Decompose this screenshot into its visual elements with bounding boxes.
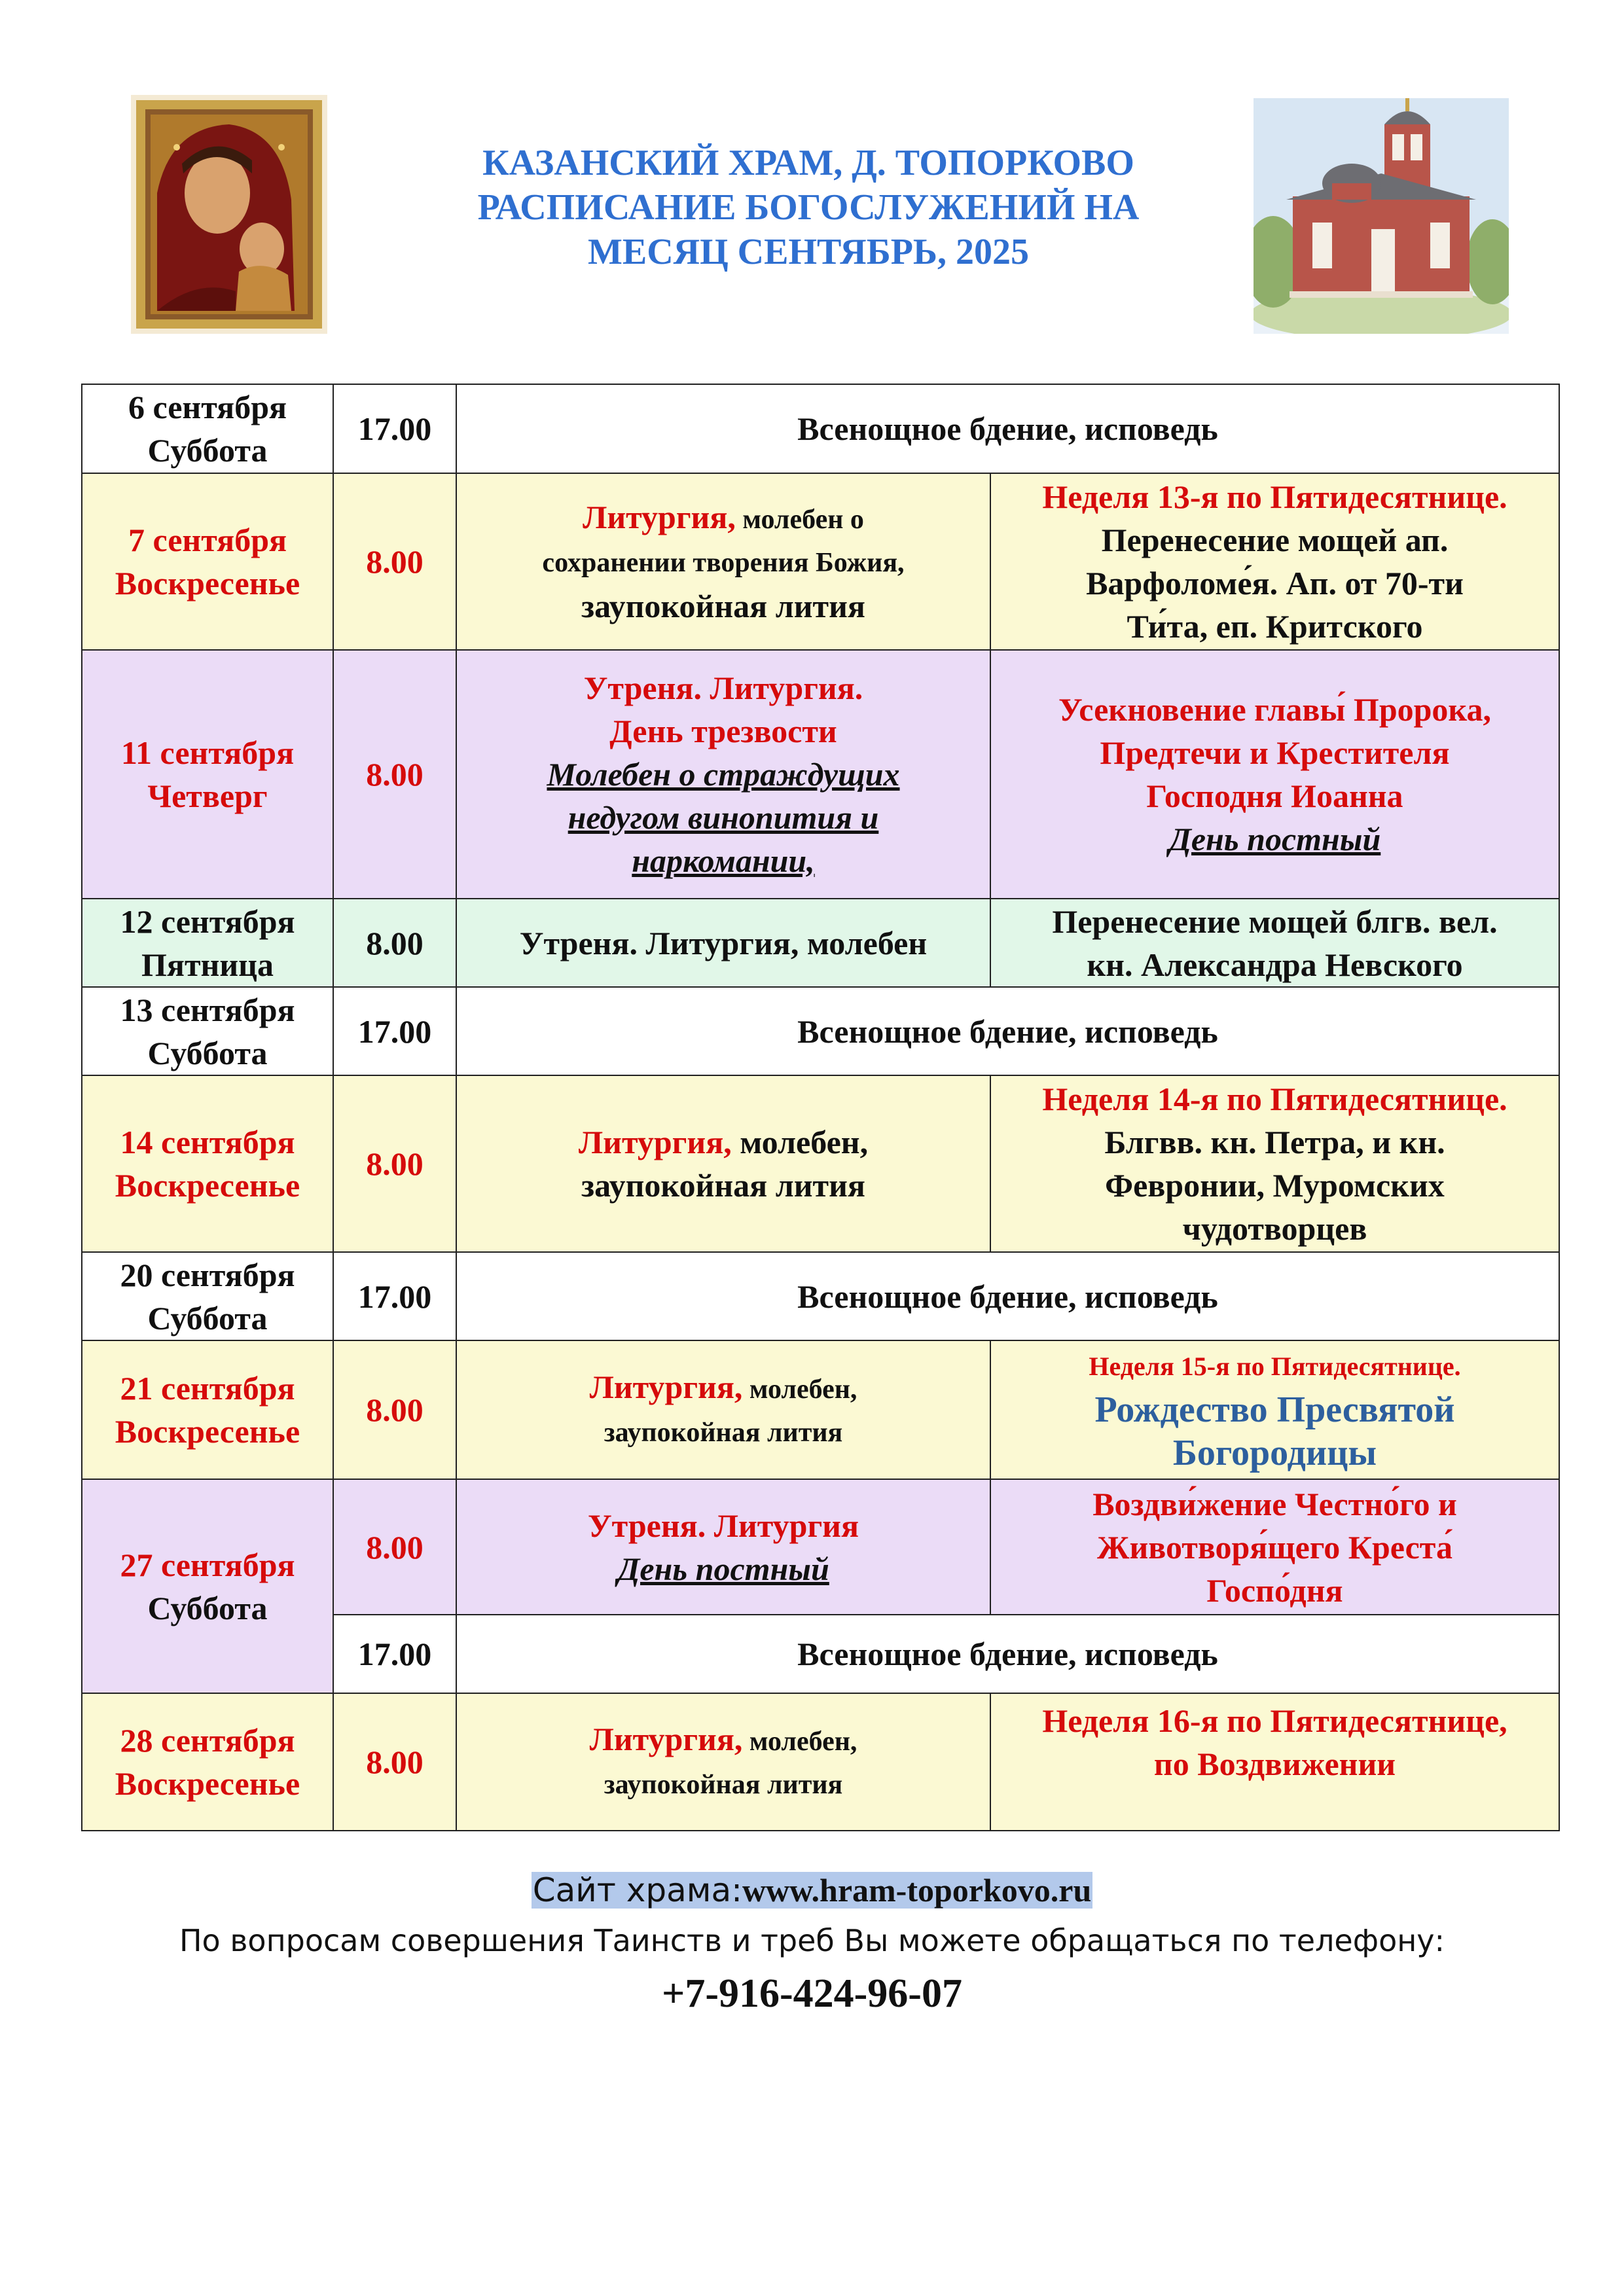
service-cell: Утреня. Литургия, молебен [456,899,990,987]
feast-line: кн. Александра Невского [1087,946,1463,983]
feast-cell [990,1479,1559,1615]
feast-line: Господня Иоанна [1146,778,1403,814]
feast-line: Неделя 16-я по Пятидесятнице, [1042,1702,1507,1739]
feast-line: Перенесение мощей ап. [1101,522,1449,558]
website-label: Сайт храма: [532,1871,742,1909]
feast-line: Животворя́щего Креста́ [1097,1528,1453,1566]
service-cell [456,650,990,899]
service-rest: молебен, [731,1124,869,1160]
service-rest: молебен, [742,1727,857,1757]
feast-line: Госпо́дня [1206,1571,1343,1609]
feast-line: Богородицы [1172,1433,1377,1473]
date-text: 14 сентября [120,1124,295,1160]
feast-line: Усекновение главы́ Пророка, [1058,691,1491,728]
table-row [82,899,1559,987]
service-line: Утреня. Литургия [587,1507,859,1544]
table-row [82,473,1559,650]
table-row [82,1252,1559,1340]
weekday-text: Воскресенье [115,1765,300,1802]
date-cell [82,899,333,987]
date-cell [82,1075,333,1252]
service-main: Литургия, [583,499,736,535]
time-cell: 8.00 [333,1340,456,1479]
feast-heading: Неделя 13-я по Пятидесятнице. [1042,478,1507,515]
date-text: 13 сентября [120,991,295,1028]
feast-heading: Неделя 15-я по Пятидесятнице. [1089,1352,1461,1381]
feast-heading: Неделя 14-я по Пятидесятнице. [1042,1081,1507,1117]
service-cell [456,1479,990,1615]
time-cell: 8.00 [333,1075,456,1252]
fasting-day-note: День постный [1168,821,1381,857]
website-line [0,1869,1624,1912]
weekday-text: Четверг [147,778,268,814]
time-cell: 17.00 [333,987,456,1075]
website-highlight [532,1872,1093,1909]
weekday-text: Воскресенье [115,565,300,601]
time-cell: 17.00 [333,1252,456,1340]
date-text: 20 сентября [120,1256,295,1293]
service-main: Литургия, [589,1721,743,1757]
feast-line: Варфоломе́я. Ап. от 70-ти [1086,565,1464,601]
service-line: заупокойная лития [604,1770,843,1800]
service-cell [456,473,990,650]
feast-line: чудотворцев [1182,1210,1367,1247]
feast-cell [990,473,1559,650]
contact-info-text: По вопросам совершения Таинств и треб Вы можете обращаться по телефону: [179,1923,1445,1958]
weekday-text: Суббота [147,1589,268,1626]
service-main: Литургия, [589,1369,743,1405]
date-text: 11 сентября [120,734,295,771]
date-text: 27 сентября [120,1546,295,1583]
time-cell: 8.00 [333,473,456,650]
date-text: 12 сентября [120,903,295,940]
time-cell: 8.00 [333,1479,456,1615]
service-cell [456,1340,990,1479]
schedule-table [81,384,1560,1831]
weekday-text: Суббота [147,432,268,469]
service-line: наркомании, [632,842,815,879]
phone-number[interactable]: +7-916-424-96-07 [662,1971,962,2016]
date-text: 7 сентября [128,522,287,558]
date-cell [82,650,333,899]
time-cell: 8.00 [333,650,456,899]
service-cell: Всенощное бдение, исповедь [456,1252,1559,1340]
weekday-text: Пятница [141,946,274,983]
date-text: 28 сентября [120,1722,295,1759]
weekday-text: Суббота [147,1299,268,1336]
service-main: Литургия, [578,1124,732,1160]
service-line: заупокойная лития [604,1418,843,1448]
service-line: недугом винопития и [568,799,879,836]
date-cell [82,1693,333,1831]
date-cell [82,1252,333,1340]
service-line: сохранении творения Божия, [542,548,905,578]
time-cell: 17.00 [333,1615,456,1693]
weekday-text: Воскресенье [115,1167,300,1204]
feast-line: Перенесение мощей блгв. вел. [1052,903,1498,940]
title-line-3: МЕСЯЦ СЕНТЯБРЬ, 2025 [588,232,1029,272]
service-line: День трезвости [609,713,837,749]
feast-line: Ти́та, еп. Критского [1127,608,1423,645]
service-cell [456,1693,990,1831]
kazan-icon-image [131,95,327,334]
table-row [82,987,1559,1075]
service-line: заупокойная лития [581,588,865,624]
service-cell: Всенощное бдение, исповедь [456,384,1559,473]
feast-line: по Воздвижении [1153,1746,1396,1782]
service-cell: Всенощное бдение, исповедь [456,987,1559,1075]
feast-cell [990,1075,1559,1252]
date-cell [82,1340,333,1479]
feast-line: Воздви́жение Честно́го и [1092,1485,1457,1522]
date-cell [82,384,333,473]
table-row [82,384,1559,473]
website-link[interactable]: www.hram-toporkovo.ru [742,1872,1092,1909]
table-row [82,1075,1559,1252]
church-image [1254,98,1509,334]
table-row [82,1340,1559,1479]
service-rest: молебен о [735,505,864,535]
time-cell: 8.00 [333,899,456,987]
table-row [82,650,1559,899]
date-text: 21 сентября [120,1370,295,1407]
table-row [82,1479,1559,1615]
date-cell [82,987,333,1075]
weekday-text: Суббота [147,1034,268,1071]
feast-cell [990,899,1559,987]
weekday-text: Воскресенье [115,1413,300,1450]
service-cell: Всенощное бдение, исповедь [456,1615,1559,1693]
feast-line: Предтечи и Крестителя [1100,734,1450,771]
feast-line: Февронии, Муромских [1105,1167,1445,1204]
title-line-2: РАСПИСАНИЕ БОГОСЛУЖЕНИЙ НА [477,187,1140,228]
feast-cell [990,1340,1559,1479]
service-line: Утреня. Литургия. [583,670,863,706]
service-rest: молебен, [742,1374,857,1405]
page-title [367,141,1250,274]
service-cell [456,1075,990,1252]
date-text: 6 сентября [128,389,287,425]
time-cell: 8.00 [333,1693,456,1831]
feast-line: Блгвв. кн. Петра, и кн. [1104,1124,1445,1160]
service-line: Молебен о страждущих [547,756,900,793]
time-cell: 17.00 [333,384,456,473]
table-row [82,1693,1559,1831]
feast-cell [990,1693,1559,1831]
fasting-day-note: День постный [617,1550,829,1587]
service-line: заупокойная лития [581,1167,865,1204]
feast-cell [990,650,1559,899]
feast-line: Рождество Пресвятой [1094,1390,1455,1430]
date-cell [82,1479,333,1693]
date-cell [82,473,333,650]
title-line-1: КАЗАНСКИЙ ХРАМ, Д. ТОПОРКОВО [482,143,1134,183]
